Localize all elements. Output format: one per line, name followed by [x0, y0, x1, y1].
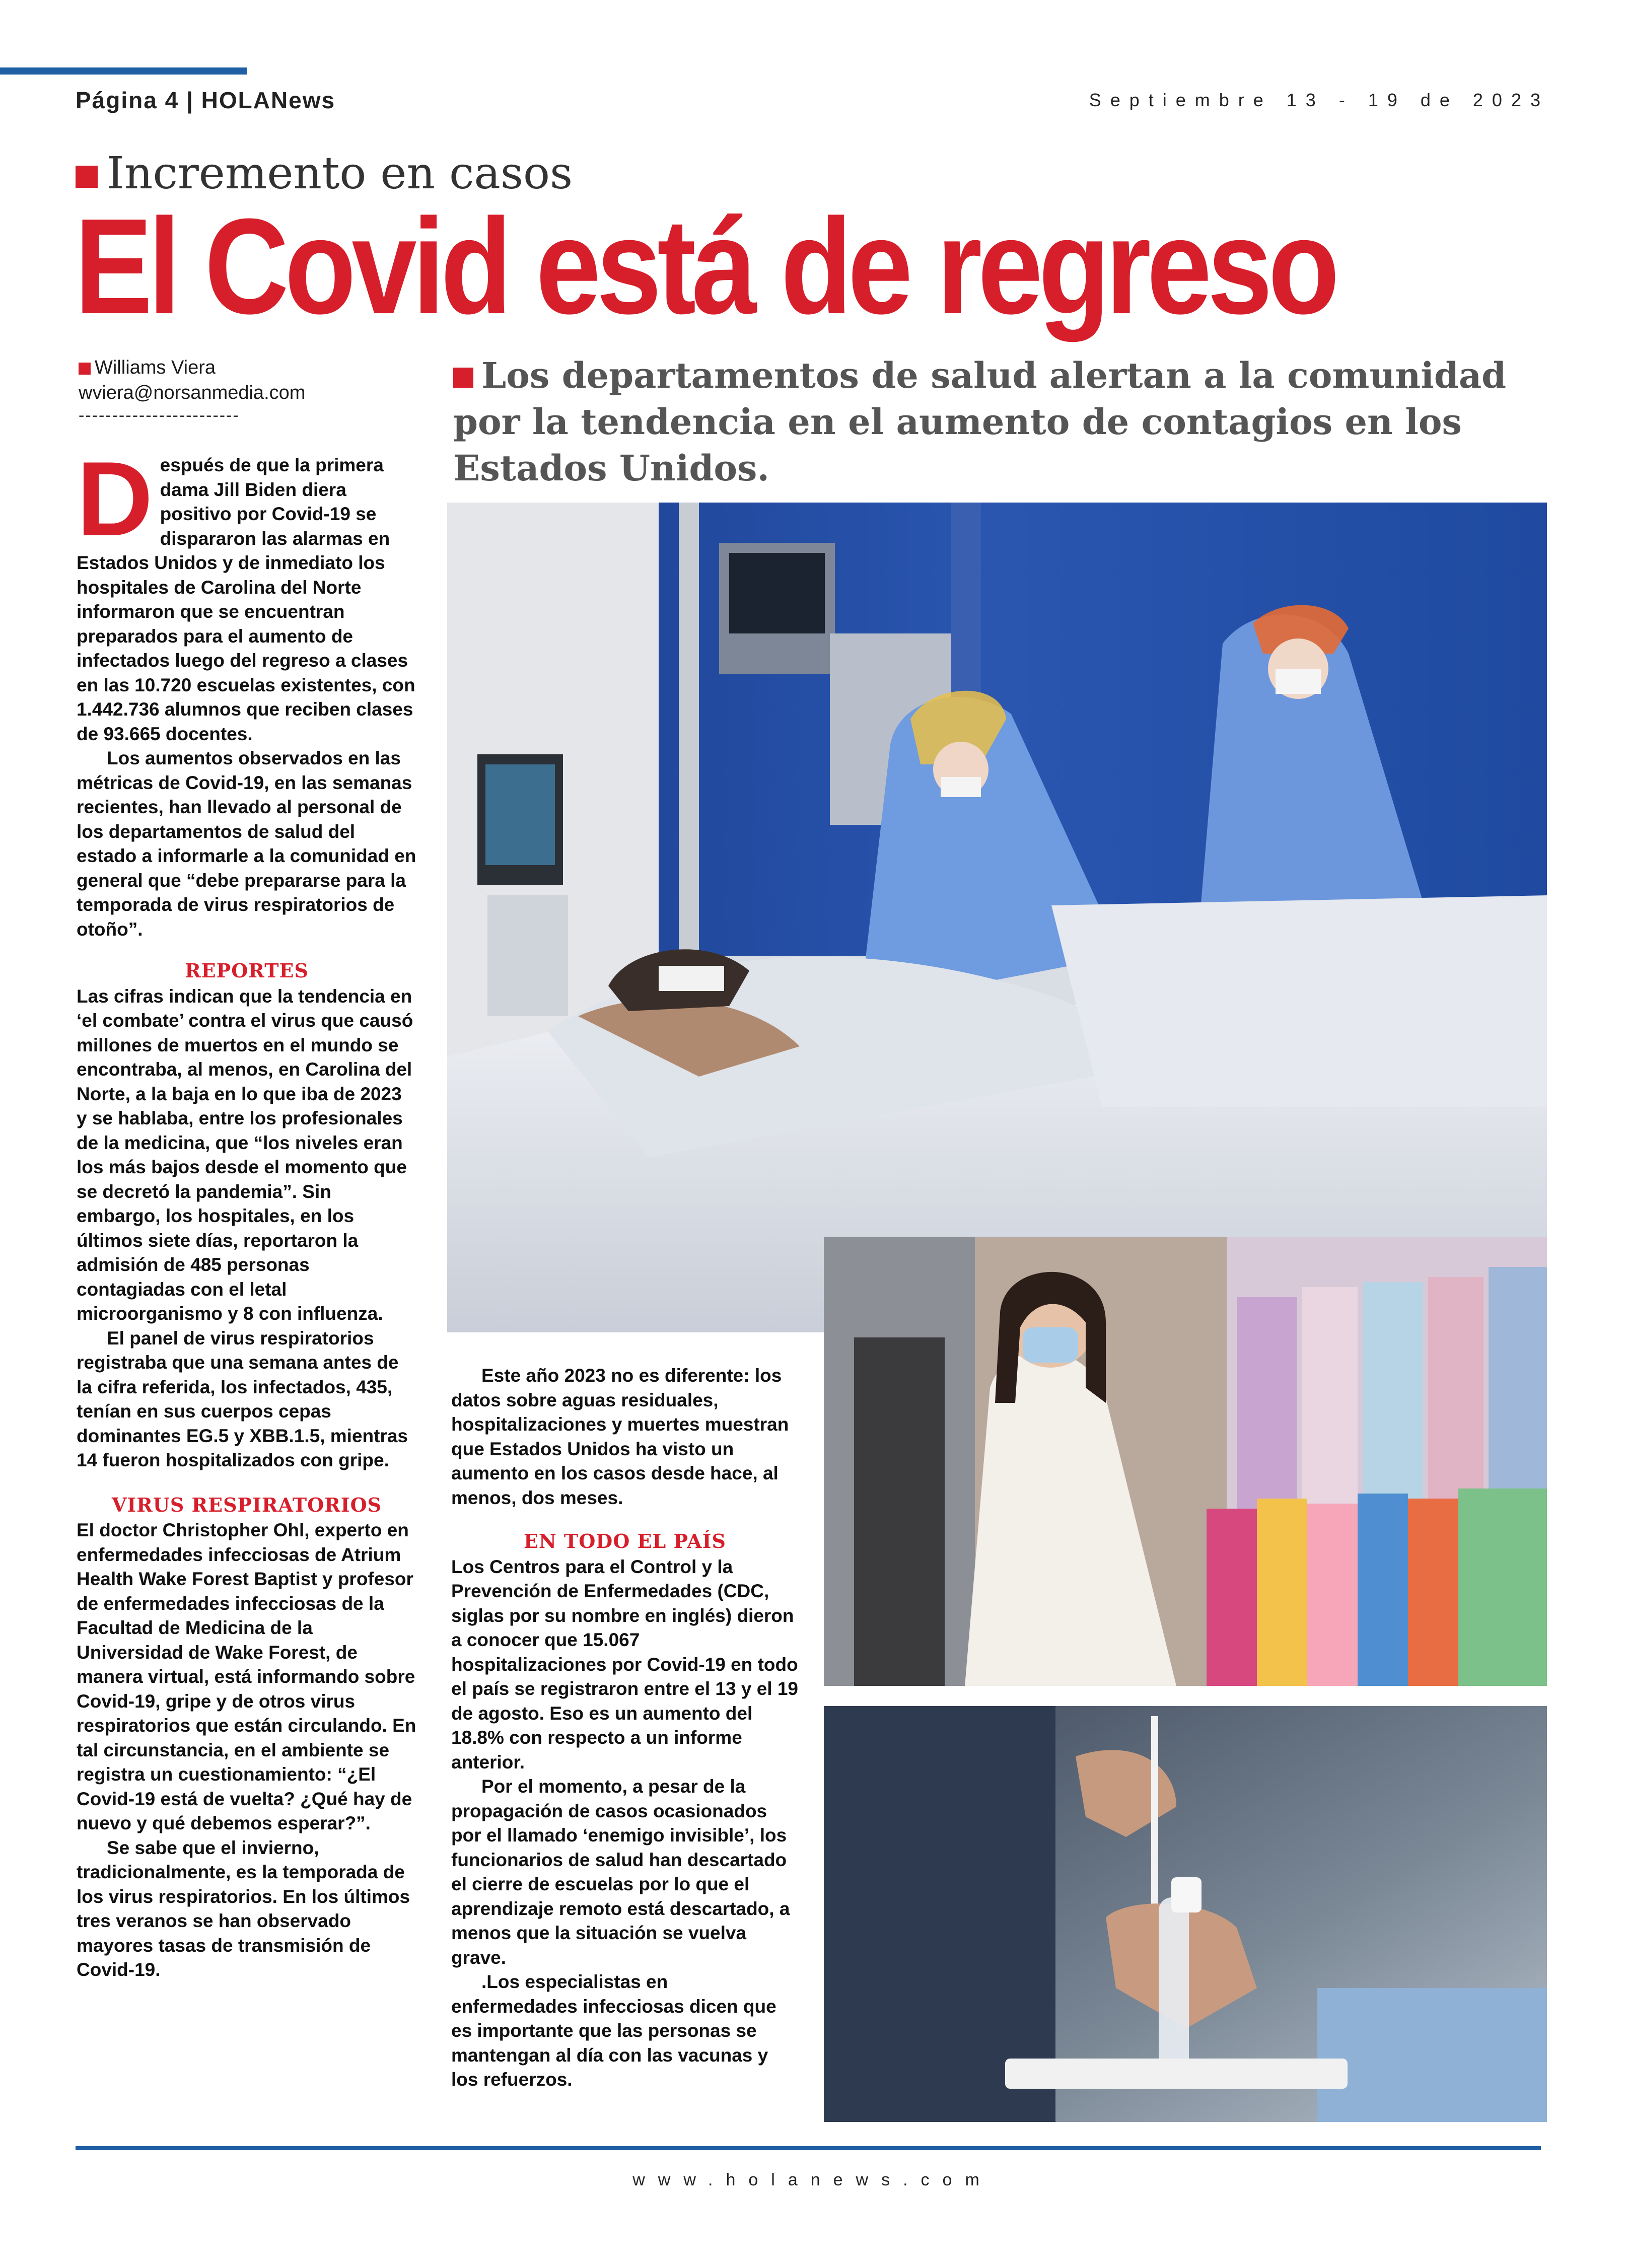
article-column-1 [77, 440, 417, 1982]
subhead-reportes: REPORTES [185, 959, 309, 982]
col2-paragraph-2: Los Centros para el Control y la Prevención de Enfermedades (CDC, siglas por su nombre en inglés) dieron a conocer que 15.067 hospitalizaciones por Covid-19 en todo el país se registraron entre el 13 y el 19 de agosto. Eso es un aumento del 18.8% con respecto a un informe anterior. [451, 1556, 798, 1773]
col1-paragraph-3: Las cifras indican que la tendencia en ‘el combate’ contra el virus que causó millones de muertos en el mundo se encontraba, al menos, en Carolina del Norte, a la baja en lo que iba de 2023 y se hablaba, entre los profesionales de la medicina, que “los niveles eran los más bajos desde el momento que se decretó la pandemia”. Sin embargo, los hospitales, en los últimos siete días, reportaron la admisión de 485 personas contagiadas con el letal microorganismo y 8 con influenza. [77, 985, 413, 1324]
deck [453, 352, 1541, 491]
byline-separator: ------------------------ [79, 406, 240, 425]
footer-url[interactable]: www.holanews.com [632, 2170, 993, 2189]
col2-paragraph-4: .Los especialistas en enfermedades infecciosas dicen que es importante que las personas se mantengan al día con las vacunas y los refuerzos. [451, 1971, 776, 2090]
article-column-2 [451, 1364, 799, 2092]
subhead-virus-respiratorios: VIRUS RESPIRATORIOS [111, 1493, 382, 1516]
headline: El Covid está de regreso [75, 191, 1335, 342]
red-square-icon [79, 363, 91, 375]
author-name: Williams Viera [95, 357, 216, 378]
subhead-en-todo-el-pais: EN TODO EL PAÍS [523, 1530, 726, 1552]
col1-paragraph-6: Se sabe que el invierno, tradicionalmente, es la temporada de los virus respiratorios. En los últimos tres veranos se han observado mayores tasas de transmisión de Covid-19. [77, 1837, 410, 1980]
col1-paragraph-4: El panel de virus respiratorios registraba que una semana antes de la cifra referida, los infectados, 435, tenían en sus cuerpos cepas dominantes EG.5 y XBB.1.5, mientras 14 fueron hospitalizados con gripe. [77, 1327, 408, 1470]
issue-date: Septiembre 13 - 19 de 2023 [1089, 90, 1549, 110]
col2-paragraph-1: Este año 2023 no es diferente: los datos sobre aguas residuales, hospitalizaciones y muertes muestran que Estados Unidos ha visto un aumento en los casos desde hace, al menos, dos meses. [451, 1365, 789, 1508]
red-square-icon [453, 368, 473, 388]
covid-test-tube-photo [824, 1706, 1547, 2122]
top-accent-bar [0, 67, 247, 75]
kicker-text: Incremento en casos [107, 147, 573, 199]
col2-paragraph-3: Por el momento, a pesar de la propagación de casos ocasionados por el llamado ‘enemigo invisible’, los funcionarios de salud han descartado el cierre de escuelas por lo que el aprendizaje remoto está descartado, a menos que la situación se vuelva grave. [451, 1776, 790, 1968]
shopping-mask-photo [824, 1237, 1547, 1686]
col1-paragraph-2: Los aumentos observados en las métricas de Covid-19, en las semanas recientes, han llevado al personal de los departamentos de salud del estado a informarle a la comunidad en general que “debe prepararse para la temporada de virus respiratorios de otoño”. [77, 748, 416, 940]
bottom-rule [76, 2146, 1541, 2150]
author-email[interactable]: wviera@norsanmedia.com [79, 382, 306, 403]
drop-cap: D [77, 440, 153, 558]
red-square-icon [76, 166, 98, 188]
hospital-icu-photo [447, 503, 1547, 1332]
col1-paragraph-5: El doctor Christopher Ohl, experto en enfermedades infecciosas de Atrium Health Wake Forest Baptist y profesor de enfermedades infecciosas de la Facultad de Medicina de la Universidad de Wake Forest, de manera virtual, está informando sobre Covid-19, gripe y de otros virus respiratorios que están circulando. En tal circunstancia, en el ambiente se registra un cuestionamiento: “¿El Covid-19 está de vuelta? ¿Qué hay de nuevo y qué debemos esperar?”. [77, 1520, 416, 1833]
page-label: Página 4 | HOLANews [76, 87, 336, 113]
deck-text: Los departamentos de salud alertan a la comunidad por la tendencia en el aumento de contagios en los Estados Unidos. [453, 355, 1507, 489]
byline [79, 355, 305, 405]
col1-paragraph-1: espués de que la primera dama Jill Biden diera positivo por Covid-19 se dispararon las alarmas en Estados Unidos y de inmediato los hospitales de Carolina del Norte informaron que se encuentran preparados para el aumento de infectados luego del regreso a clases en las 10.720 escuelas existentes, con 1.442.736 alumnos que reciben clases de 93.665 docentes. [77, 455, 415, 744]
